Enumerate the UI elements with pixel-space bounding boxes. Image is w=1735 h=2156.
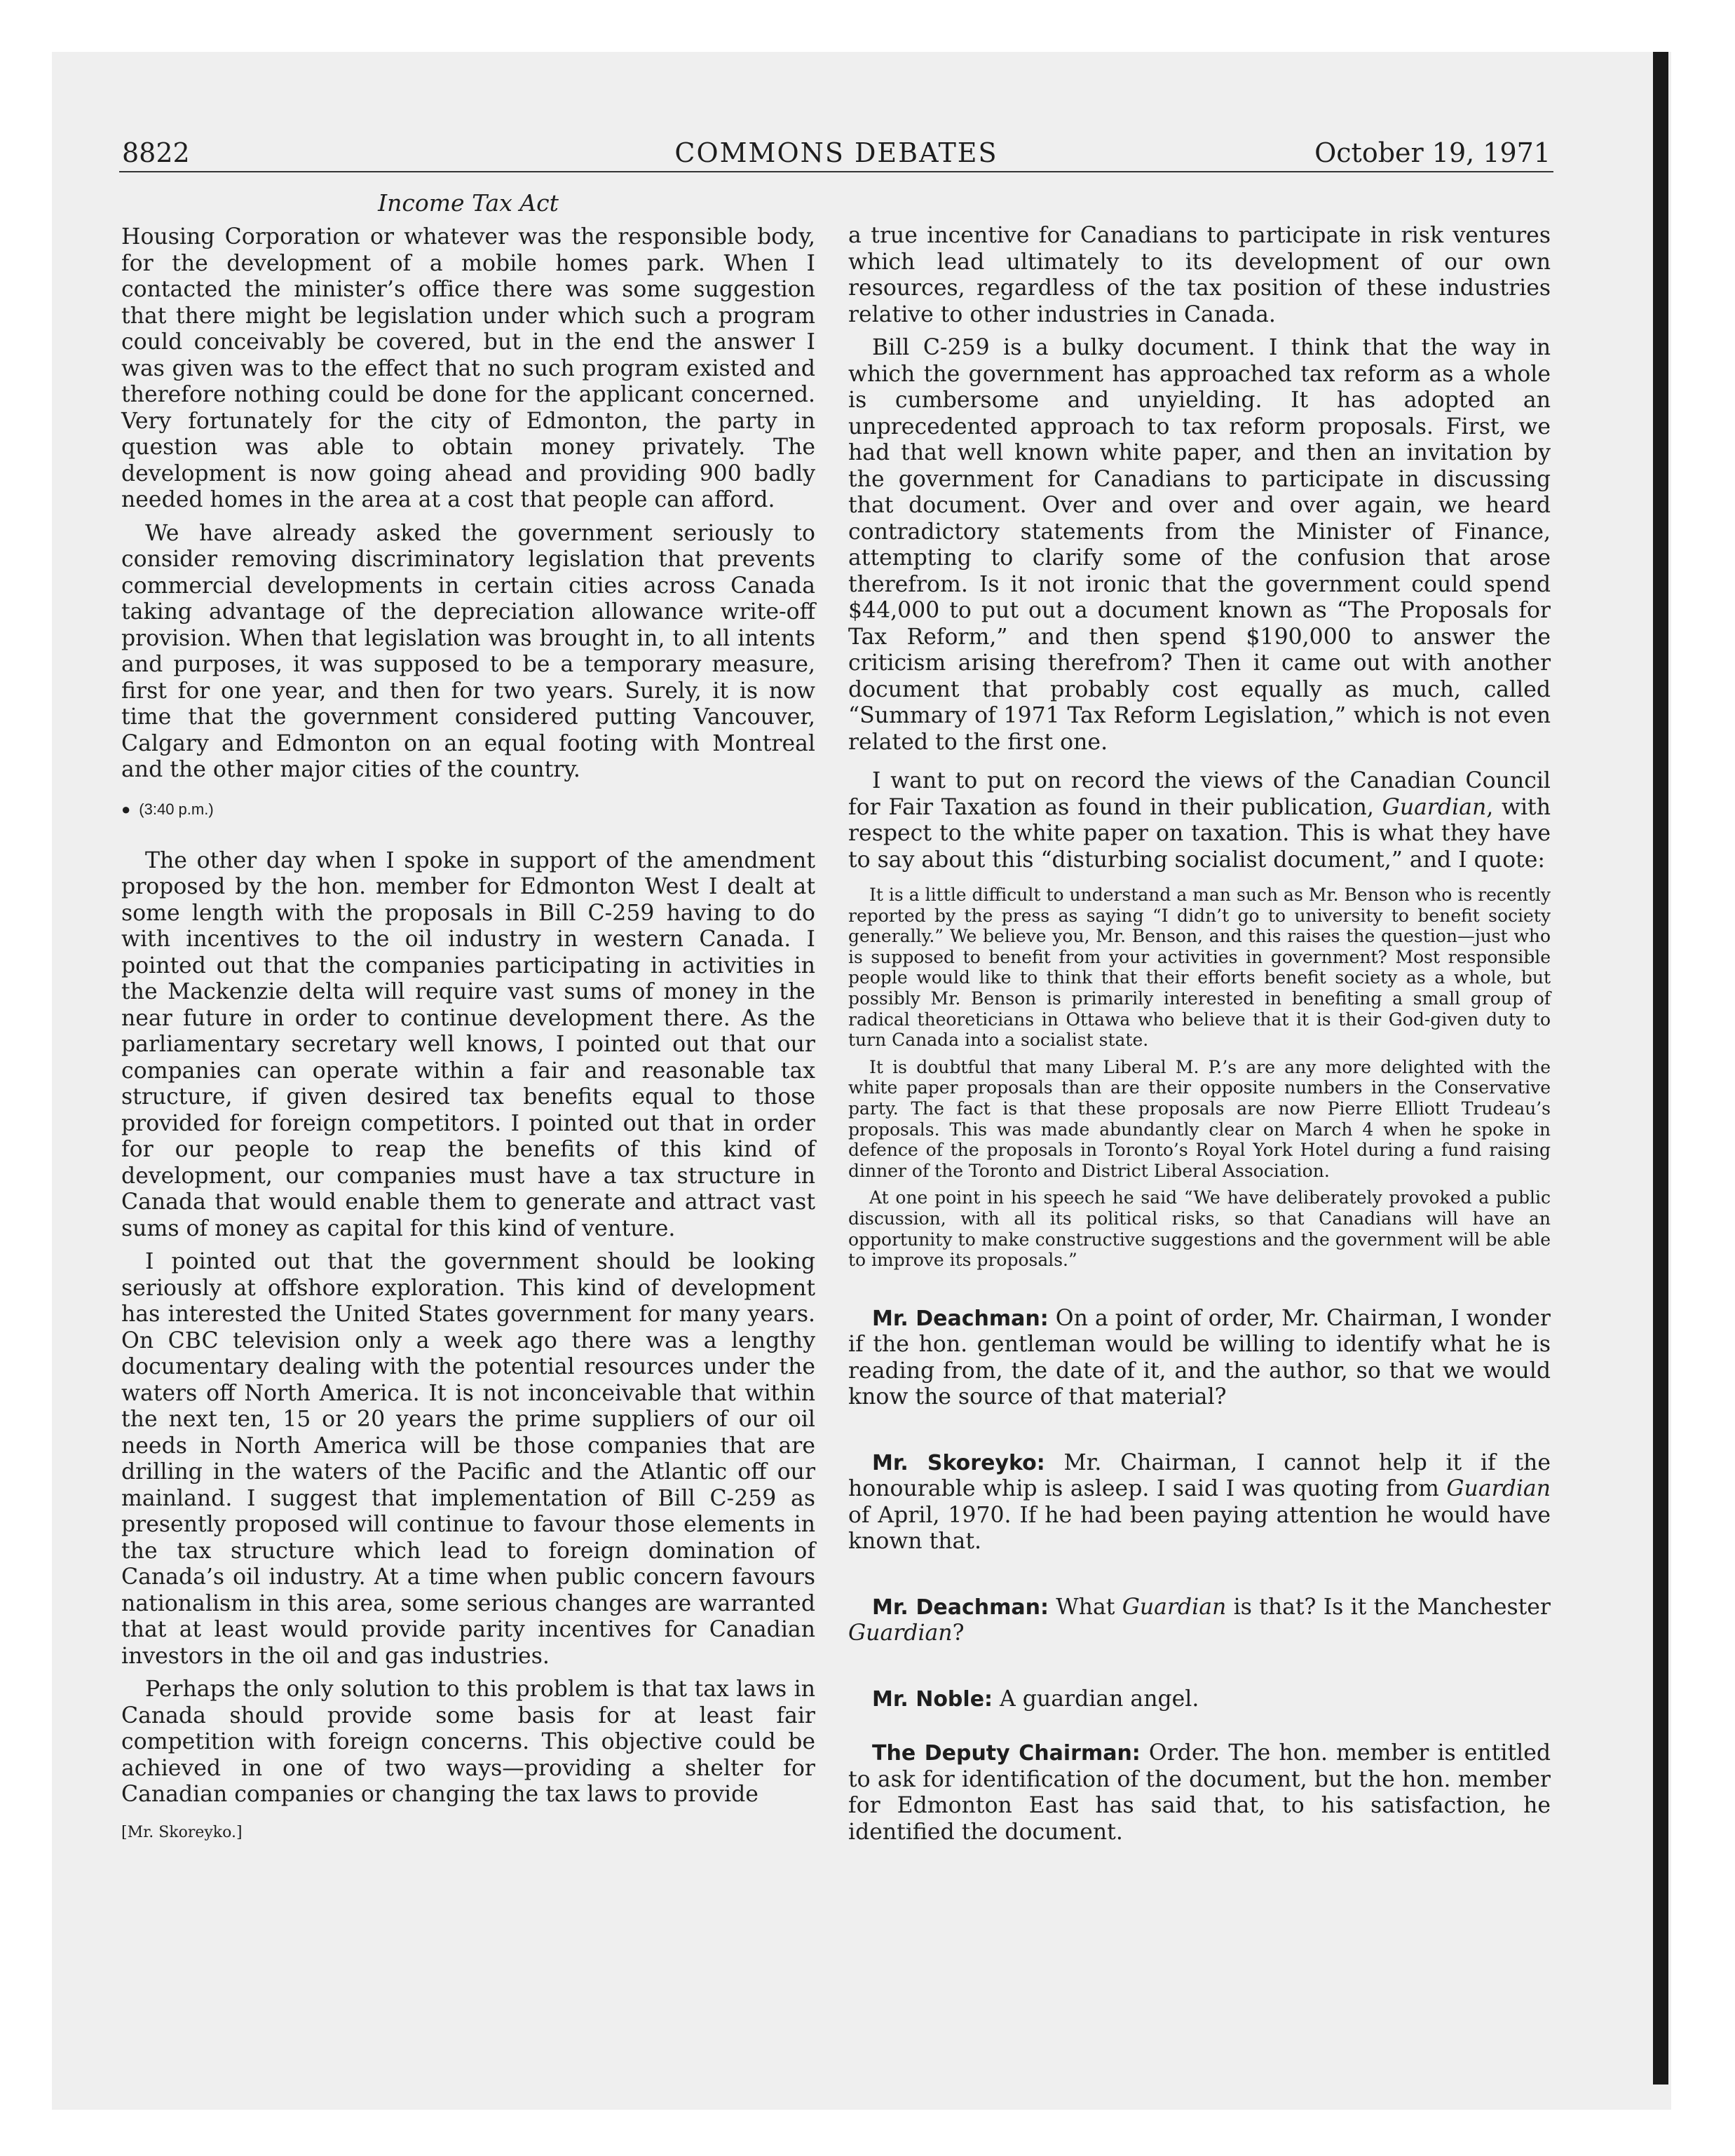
speaker-attribution: [Mr. Skoreyko.] <box>121 1823 243 1841</box>
speech-text: Order. The hon. member is entitled to ask for identification of the document, but the hon. member for Edmonton East has said that, to his satisfaction, he identified the document. <box>848 1740 1551 1845</box>
speaker-name: Mr. Deachman: <box>872 1306 1049 1331</box>
time-stamp-text: (3:40 p.m.) <box>139 800 214 818</box>
left-column <box>121 189 815 1843</box>
speech-noble <box>848 1686 1551 1713</box>
block-quote-2: It is doubtful that many Liberal M. P.’s are any more delighted with the white paper proposals than are their opposite numbers in the Conservative party. The fact is that these proposals are now Pierre Elliott Trudeau’s proposals. This was made abundantly clear on March 4 when he spoke in defence of the proposals in Toronto’s Royal York Hotel during a fund raising dinner of the Toronto and District Liberal Association. <box>848 1056 1551 1181</box>
speech-text: On a point of order, Mr. Chairman, I wonder if the hon. gentleman would be willing to identify what he is reading from, the date of it, and the author, so that we would know the source of that material? <box>848 1305 1551 1410</box>
page-number: 8822 <box>122 137 190 168</box>
speaker-name: The Deputy Chairman: <box>872 1741 1141 1766</box>
publication-name: Guardian <box>1446 1476 1551 1502</box>
bullet-icon: ● <box>121 800 131 818</box>
publication-name: Guardian <box>1382 794 1487 820</box>
publication-date: October 19, 1971 <box>1314 137 1551 168</box>
speech-text: of April, 1970. If he had been paying attention he would have known that. <box>848 1502 1551 1555</box>
speaker-name: Mr. Noble: <box>872 1686 993 1712</box>
scan-edge-bar <box>1653 52 1668 2085</box>
left-paragraph-5: Perhaps the only solution to this problem is that tax laws in Canada should provide some basis for at least fair competition with foreign concerns. This objective could be achieved in one of two ways—providing a shelter for Canadian companies or changing the tax laws to provide <box>121 1677 815 1807</box>
speaker-name: Mr. Skoreyko: <box>872 1450 1045 1475</box>
time-stamp <box>121 799 815 820</box>
speaker-name: Mr. Deachman: <box>872 1595 1049 1620</box>
speech-text: is that? Is it the Manchester <box>1226 1594 1551 1620</box>
block-quote-1: It is a little difficult to understand a man such as Mr. Benson who is recently reported by the press as saying “I didn’t go to university to benefit society generally.” We believe you, Mr. Benson, and this raises the question—just who is supposed to benefit from your activities in government? Most responsible people would like to think that their efforts benefit society as a whole, but possibly Mr. Benson is primarily interested in benefiting a small group of radical theoreticians in Ottawa who believe that it is their God-given duty to turn Canada into a socialist state. <box>848 885 1551 1051</box>
right-paragraph-1: a true incentive for Canadians to participate in risk ventures which lead ultimately to its development of our own resources, regardless of the tax position of these industries relative to other industries in Canada. <box>848 223 1551 327</box>
speech-text: A guardian angel. <box>993 1686 1199 1712</box>
running-head: Income Tax Act <box>378 189 559 217</box>
page-header <box>119 135 1553 172</box>
speech-skoreyko <box>848 1450 1551 1555</box>
publication-name: Guardian <box>1122 1594 1227 1620</box>
right-paragraph-3 <box>848 768 1551 873</box>
speech-text: What <box>1049 1594 1122 1620</box>
speech-deputy-chairman <box>848 1740 1551 1845</box>
speech-deachman-2 <box>848 1595 1551 1647</box>
speech-text: Mr. Chairman, I cannot help it if the honourable whip is asleep. I said I was quoting from <box>848 1449 1551 1502</box>
block-quote-3: At one point in his speech he said “We have deliberately provoked a public discussion, with all its political risks, so that Canadians will have an opportunity to make constructive suggestions and the government will be able to improve its proposals.” <box>848 1187 1551 1271</box>
right-column <box>848 223 1551 1853</box>
speech-deachman-1 <box>848 1306 1551 1411</box>
publication-name: Guardian <box>848 1621 953 1646</box>
left-paragraph-3: The other day when I spoke in support of the amendment proposed by the hon. member for Edmonton West I dealt at some length with the proposals in Bill C-259 having to do with incentives to the oil industry in western Canada. I pointed out that the companies participating in activities in the Mackenzie delta will require vast sums of money in the near future in order to continue development there. As the parliamentary secretary well knows, I pointed out that our companies can operate within a fair and reasonable tax structure, if given desired tax benefits equal to those provided for foreign competitors. I pointed out that in order for our people to reap the benefits of this kind of development, our companies must have a tax structure in Canada that would enable them to generate and attract vast sums of money as capital for this kind of venture. <box>121 847 815 1241</box>
left-paragraph-4: I pointed out that the government should be looking seriously at offshore exploration. This kind of development has interested the United States government for many years. On CBC television only a week ago there was a lengthy documentary dealing with the potential resources under the waters off North America. It is not inconceivable that within the next ten, 15 or 20 years the prime suppliers of our oil needs in North America will be those companies that are drilling in the waters of the Pacific and the Atlantic off our mainland. I suggest that implementation of Bill C-259 as presently proposed will continue to favour those elements in the tax structure which lead to foreign domination of Canada’s oil industry. At a time when public concern favours nationalism in this area, some serious changes are warranted that at least would provide parity incentives for Canadian investors in the oil and gas industries. <box>121 1249 815 1669</box>
left-paragraph-1: Housing Corporation or whatever was the responsible body, for the development of a mobile homes park. When I contacted the minister’s office there was some suggestion that there might be legislation under which such a program could conceivably be covered, but in the end the answer I was given was to the effect that no such program existed and therefore nothing could be done for the applicant concerned. Very fortunately for the city of Edmonton, the party in question was able to obtain money privately. The development is now going ahead and providing 900 badly needed homes in the area at a cost that people can afford. <box>121 224 815 512</box>
left-paragraph-2: We have already asked the government seriously to consider removing discriminatory legislation that prevents commercial developments in certain cities across Canada taking advantage of the depreciation allowance write-off provision. When that legislation was brought in, to all intents and purposes, it was supposed to be a temporary measure, first for one year, and then for two years. Surely, it is now time that the government considered putting Vancouver, Calgary and Edmonton on an equal footing with Montreal and the other major cities of the country. <box>121 520 815 782</box>
speech-text: ? <box>952 1621 965 1646</box>
right-paragraph-3-text-b: , with respect to the white paper on taxation. This is what they have to say about this “disturbing socialist document,” and I quote: <box>848 794 1551 873</box>
publication-title: COMMONS DEBATES <box>674 137 998 168</box>
right-paragraph-2: Bill C-259 is a bulky document. I think that the way in which the government has approached tax reform as a whole is cumbersome and unyielding. It has adopted an unprecedented approach to tax reform proposals. First, we had that well known white paper, and then an invitation by the government for Canadians to participate in discussing that document. Over and over and over again, we heard contradictory statements from the Minister of Finance, attempting to clarify some of the confusion that arose therefrom. Is it not ironic that the government could spend $44,000 to put out a document known as “The Proposals for Tax Reform,” and then spend $190,000 to answer the criticism arising therefrom? Then it came out with another document that probably cost equally as much, called “Summary of 1971 Tax Reform Legislation,” which is not even related to the first one. <box>848 335 1551 755</box>
right-paragraph-3-text-a: I want to put on record the views of the Canadian Council for Fair Taxation as found in their publication, <box>848 768 1551 820</box>
